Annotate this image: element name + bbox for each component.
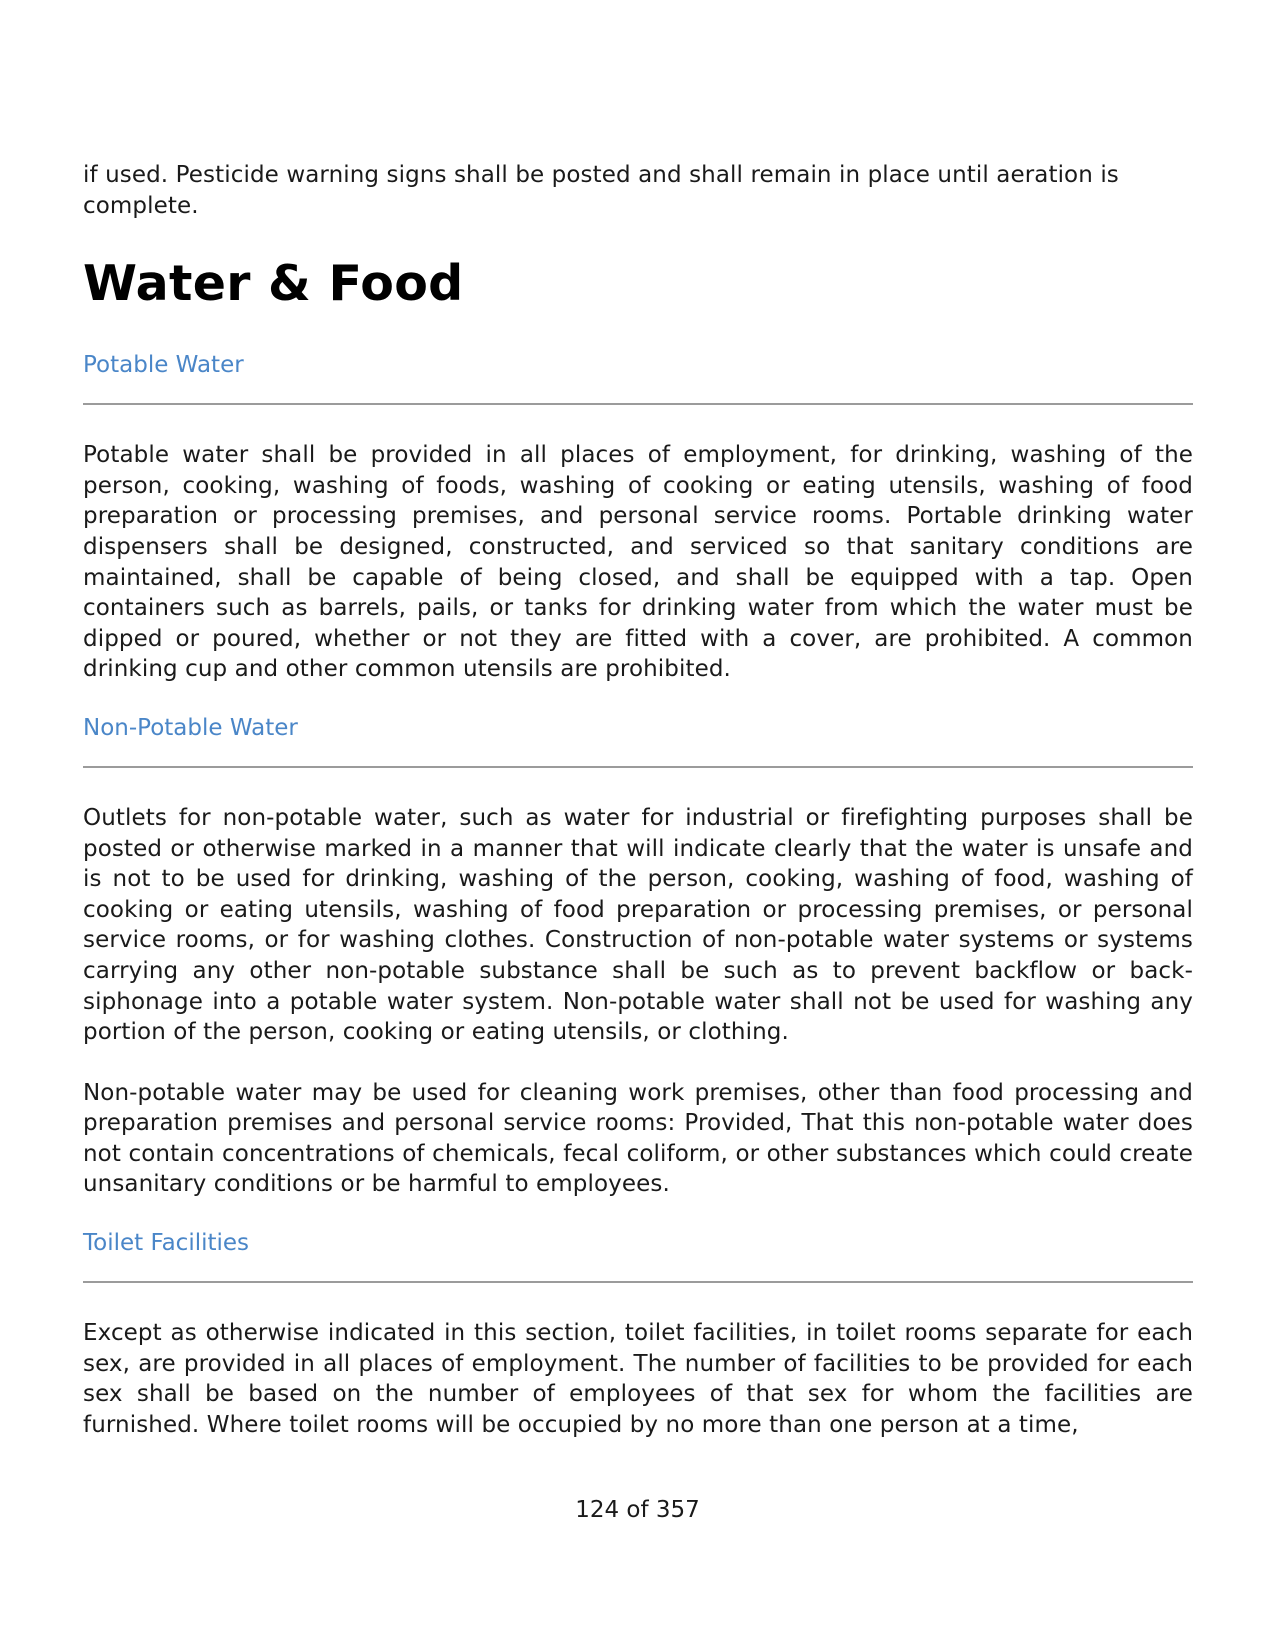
page-content: [83, 160, 1193, 1440]
section-heading: Water & Food: [83, 255, 464, 313]
subheading-non-potable-water: Non-Potable Water: [83, 714, 298, 741]
subheading-toilet-facilities: Toilet Facilities: [83, 1230, 250, 1257]
section-potable-water: [83, 350, 1193, 685]
section-toilet-facilities: [83, 1228, 1193, 1440]
page-number: 124 of 357: [575, 1497, 700, 1523]
section-divider: [83, 766, 1193, 768]
paragraph: Outlets for non-potable water, such as water for industrial or firefighting purposes shall be posted or otherwise marked in a manner that will indicate clearly that the water is unsafe and is not to be used for drinking, washing of the person, cooking, washing of food, washing of cooking or eating utensils, washing of food preparation or processing premises, or personal service rooms, or for washing clothes. Construction of non-potable water systems or systems carrying any other non-potable substance shall be such as to prevent backflow or back-siphonage into a potable water system. Non-potable water shall not be used for washing any portion of the person, cooking or eating utensils, or clothing.: [83, 804, 1193, 1046]
paragraph: Non-potable water may be used for cleaning work premises, other than food processing and preparation premises and personal service rooms: Provided, That this non-potable water does not contain concentrations of chemicals, fecal coliform, or other substances which could create unsanitary conditions or be harmful to employees.: [83, 1079, 1193, 1198]
lead-paragraph: if used. Pesticide warning signs shall be posted and shall remain in place until aeration is complete.: [83, 162, 1119, 219]
section-divider: [83, 403, 1193, 405]
paragraph: Potable water shall be provided in all places of employment, for drinking, washing of the person, cooking, washing of foods, washing of cooking or eating utensils, washing of food preparation or processing premises, and personal service rooms. Portable drinking water dispensers shall be designed, constructed, and serviced so that sanitary conditions are maintained, shall be capable of being closed, and shall be equipped with a tap. Open containers such as barrels, pails, or tanks for drinking water from which the water must be dipped or poured, whether or not they are fitted with a cover, are prohibited. A common drinking cup and other common utensils are prohibited.: [83, 442, 1193, 683]
subheading-potable-water: Potable Water: [83, 352, 244, 379]
paragraph: Except as otherwise indicated in this section, toilet facilities, in toilet rooms separate for each sex, are provided in all places of employment. The number of facilities to be provided for each sex shall be based on the number of employees of that sex for whom the facilities are furnished. Where toilet rooms will be occupied by no more than one person at a time,: [83, 1320, 1193, 1438]
section-divider: [83, 1281, 1193, 1283]
section-non-potable-water: [83, 713, 1193, 1200]
